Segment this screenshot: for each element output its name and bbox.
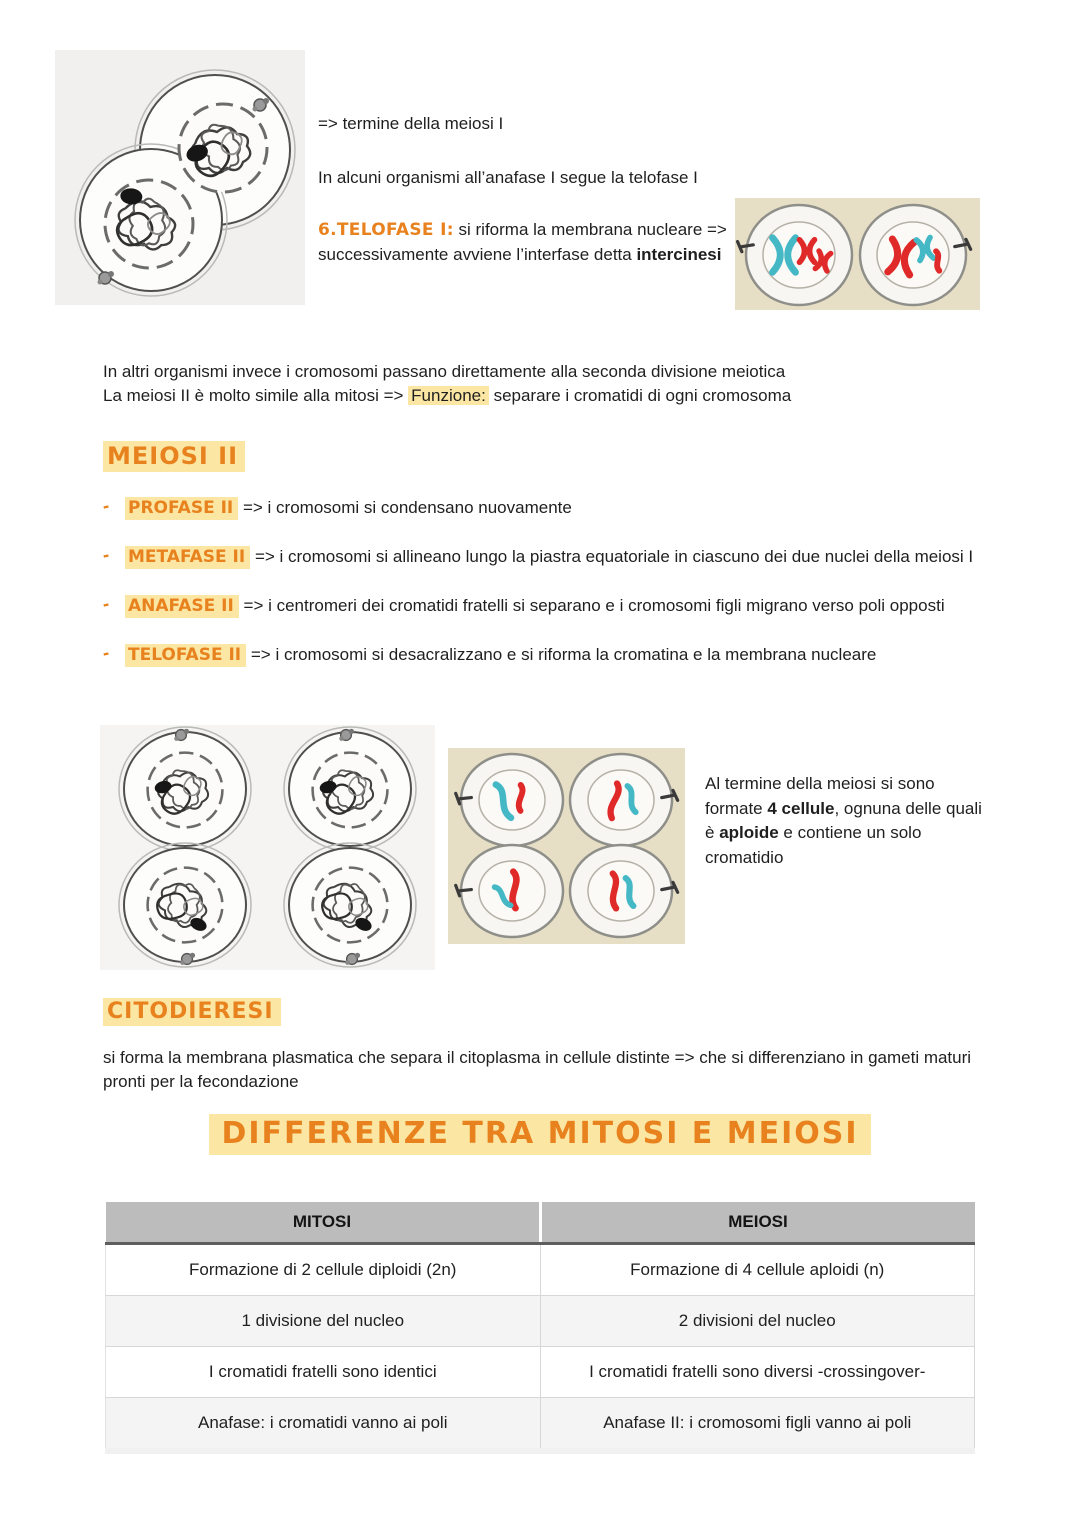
phase-list	[100, 495, 985, 693]
dash-bullet: -	[100, 495, 112, 518]
telophase1-paragraph	[318, 218, 773, 267]
table-row	[106, 1398, 975, 1452]
meiosis-result-note	[705, 772, 987, 871]
dash-bullet: -	[100, 544, 112, 567]
intro-line2-post: separare i cromatidi di ogni cromosoma	[488, 386, 792, 406]
phase-label: ANAFASE II	[125, 595, 239, 618]
phase-item-anafase2	[100, 593, 985, 618]
phase-label: TELOFASE II	[125, 644, 246, 667]
funzione-highlight: Funzione:	[408, 386, 489, 405]
telophase1-sketch-figure	[55, 50, 305, 310]
intro-line-2	[103, 384, 993, 408]
phase-text: => i cromosomi si desacralizzano e si riforma la cromatina e la membrana nucleare	[246, 645, 877, 665]
differences-table	[105, 1202, 975, 1454]
phase-text: => i cromosomi si allineano lungo la piastra equatoriale in ciascuno dei due nuclei della meiosi I	[250, 547, 974, 567]
result-bold-aploide: aploide	[719, 823, 779, 843]
dash-bullet: -	[100, 593, 112, 616]
meiosi2-heading: MEIOSI II	[103, 441, 245, 472]
telophase1-text-block	[318, 112, 773, 268]
meiosis2-intro	[103, 360, 993, 408]
table-header-meiosi: MEIOSI	[540, 1202, 975, 1244]
phase-label: PROFASE II	[125, 497, 238, 520]
differences-title-wrap	[0, 1114, 1080, 1155]
table-header-row	[106, 1202, 975, 1244]
table-cell: Anafase: i cromatidi vanno ai poli	[106, 1398, 541, 1452]
phase-text: => i centromeri dei cromatidi fratelli si separano e i cromosomi figli migrano verso poli opposti	[238, 596, 945, 616]
four-haploid-cells-figure	[448, 748, 685, 949]
result-post: e contiene un solo cromatidio	[705, 823, 922, 867]
table-header-mitosi: MITOSI	[106, 1202, 541, 1244]
phase-item-metafase2	[100, 544, 985, 569]
result-mid: , ognuna delle quali è	[705, 798, 982, 843]
table-cell: Formazione di 4 cellule aploidi (n)	[540, 1244, 975, 1296]
intro-line-1: In altri organismi invece i cromosomi passano direttamente alla seconda divisione meiotica	[103, 362, 786, 381]
table-cell: Anafase II: i cromosomi figli vanno ai poli	[540, 1398, 975, 1452]
table-cell: I cromatidi fratelli sono diversi -crossingover-	[540, 1347, 975, 1398]
differences-title: DIFFERENZE TRA MITOSI E MEIOSI	[209, 1114, 870, 1155]
table-row	[106, 1244, 975, 1296]
table-cell: I cromatidi fratelli sono identici	[106, 1347, 541, 1398]
result-bold-cells: 4 cellule	[767, 798, 835, 818]
result-pre: Al termine della meiosi si sono formate	[705, 774, 935, 818]
differences-table-head	[106, 1202, 975, 1244]
telophase1-description: si riforma la membrana nucleare => successivamente avviene l’interfase detta	[318, 220, 727, 264]
telophase1-heading: 6.TELOFASE I:	[318, 220, 454, 241]
phase-label: METAFASE II	[125, 546, 250, 569]
differences-table-body	[106, 1244, 975, 1452]
two-cells-chromosomes-icon	[735, 198, 980, 310]
four-cells-sketch-icon	[100, 725, 435, 970]
table-cell: Formazione di 2 cellule diploidi (2n)	[106, 1244, 541, 1296]
telophase1-cells-figure	[735, 198, 980, 315]
four-cells-chromosomes-icon	[448, 748, 685, 944]
intro-line2-pre: La meiosi II è molto simile alla mitosi =>	[103, 386, 409, 406]
table-cell: 2 divisioni del nucleo	[540, 1296, 975, 1347]
organisms-note: In alcuni organismi all’anafase I segue la telofase I	[318, 168, 698, 188]
table-cell: 1 divisione del nucleo	[106, 1296, 541, 1347]
intercinesi-bold: intercinesi	[636, 244, 722, 264]
table-row	[106, 1347, 975, 1398]
telophase2-sketch-figure	[100, 725, 435, 975]
citodieresi-text: si forma la membrana plasmatica che separa il citoplasma in cellule distinte => che si differenziano in gameti maturi pronti per la fecondazione	[103, 1048, 972, 1092]
phase-item-telofase2	[100, 642, 985, 667]
phase-item-profase2	[100, 495, 985, 520]
dash-bullet: -	[100, 642, 112, 665]
phase-text: => i cromosomi si condensano nuovamente	[238, 498, 572, 517]
table-row	[106, 1296, 975, 1347]
citodieresi-heading: CITODIERESI	[103, 998, 281, 1026]
meiosis1-end-note: => termine della meiosi I	[318, 114, 504, 133]
two-cells-sketch-icon	[55, 50, 305, 305]
